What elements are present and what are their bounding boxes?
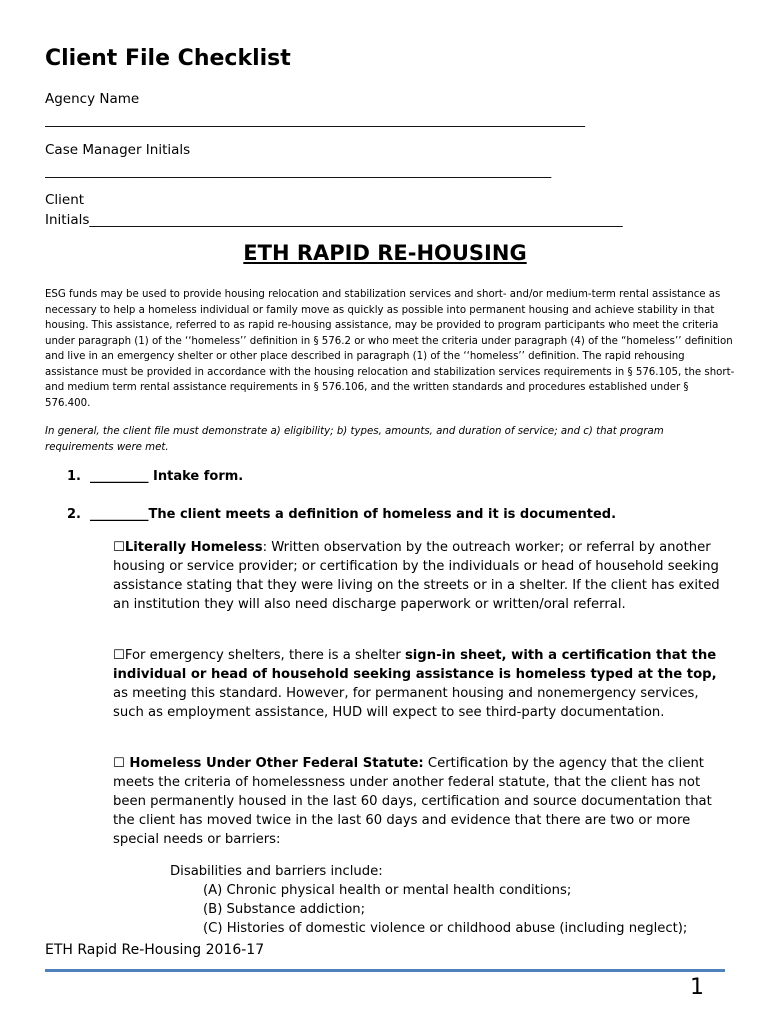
federal-statute-block <box>113 754 723 849</box>
disability-item: (B) Substance addiction; <box>203 902 366 917</box>
section-heading: ETH RAPID RE-HOUSING <box>243 241 527 265</box>
client-initials-field[interactable]: Initials_______________________________________________________________________________ <box>45 212 623 228</box>
item-text: _________ Intake form. <box>90 469 244 484</box>
page-title: Client File Checklist <box>45 46 291 71</box>
footer-text: ETH Rapid Re-Housing 2016-17 <box>45 942 265 958</box>
agency-name-field[interactable]: ________________________________________________________________________________ <box>45 112 585 128</box>
checklist-item-homeless <box>67 507 616 522</box>
case-manager-field[interactable]: ___________________________________________________________________________ <box>45 163 552 179</box>
checkbox-icon[interactable]: ☐ <box>113 756 125 771</box>
emergency-text-2: as meeting this standard. However, for permanent housing and nonemergency services, such as employment assistance, HUD will expect to see third-party documentation. <box>113 686 699 720</box>
checklist-item-intake <box>67 469 243 484</box>
disabilities-intro: Disabilities and barriers include: <box>170 864 383 879</box>
checkbox-icon[interactable]: ☐ <box>113 648 125 663</box>
case-manager-label: Case Manager Initials <box>45 142 191 158</box>
federal-statute-text: Certification by the agency that the client meets the criteria of homelessness under another federal statute, that the client has not been permanently housed in the last 60 days, certification and source documentation that the client has moved twice in the last 60 days and evidence that there are two or more special needs or barriers: <box>113 756 712 847</box>
emergency-shelter-block <box>113 646 723 722</box>
checkbox-icon[interactable]: ☐ <box>113 540 125 555</box>
emergency-bold-text: sign-in sheet, with a certification that the individual or head of household seeking assistance is homeless typed at the top, <box>113 648 717 682</box>
item-text: _________The client meets a definition of homeless and it is documented. <box>90 507 617 522</box>
item-number: 1. <box>67 469 81 484</box>
federal-statute-title: Homeless Under Other Federal Statute: <box>124 756 424 771</box>
page-number: 1 <box>690 975 704 1000</box>
client-label: Client <box>45 192 85 208</box>
general-note: In general, the client file must demonstrate a) eligibility; b) types, amounts, and duration of service; and c) that program requirements were met. <box>45 426 664 453</box>
item-number: 2. <box>67 507 81 522</box>
footer-rule <box>45 969 725 972</box>
emergency-text-1: For emergency shelters, there is a shelter <box>124 648 405 663</box>
agency-name-label: Agency Name <box>45 91 140 107</box>
literally-homeless-block <box>113 538 723 614</box>
disability-item: (A) Chronic physical health or mental health conditions; <box>203 883 572 898</box>
literally-homeless-text: : Written observation by the outreach worker; or referral by another housing or service provider; or certification by the individuals or head of household seeking assistance stating that they were living on the streets or in a shelter. If the client has exited an institution they will also need discharge paperwork or written/oral referral. <box>113 540 720 612</box>
literally-homeless-title: Literally Homeless <box>124 540 263 555</box>
intro-paragraph: ESG funds may be used to provide housing relocation and stabilization services and short- and/or medium-term rental assistance as necessary to help a homeless individual or family move as quickly as possible into permanent housing and achieve stability in that housing. This assistance, referred to as rapid re-housing assistance, may be provided to program participants who meet the criteria under paragraph (1) of the ‘‘homeless’’ definition in § 576.2 or who meet the criteria under paragraph (4) of the “homeless’’ definition and live in an emergency shelter or other place described in paragraph (1) of the ‘‘homeless’’ definition. The rapid rehousing assistance must be provided in accordance with the housing relocation and stabilization services requirements in § 576.105, the short- and medium term rental assistance requirements in § 576.106, and the written standards and procedures established under § 576.400. <box>45 289 735 409</box>
disability-item: (C) Histories of domestic violence or childhood abuse (including neglect); <box>203 921 688 936</box>
